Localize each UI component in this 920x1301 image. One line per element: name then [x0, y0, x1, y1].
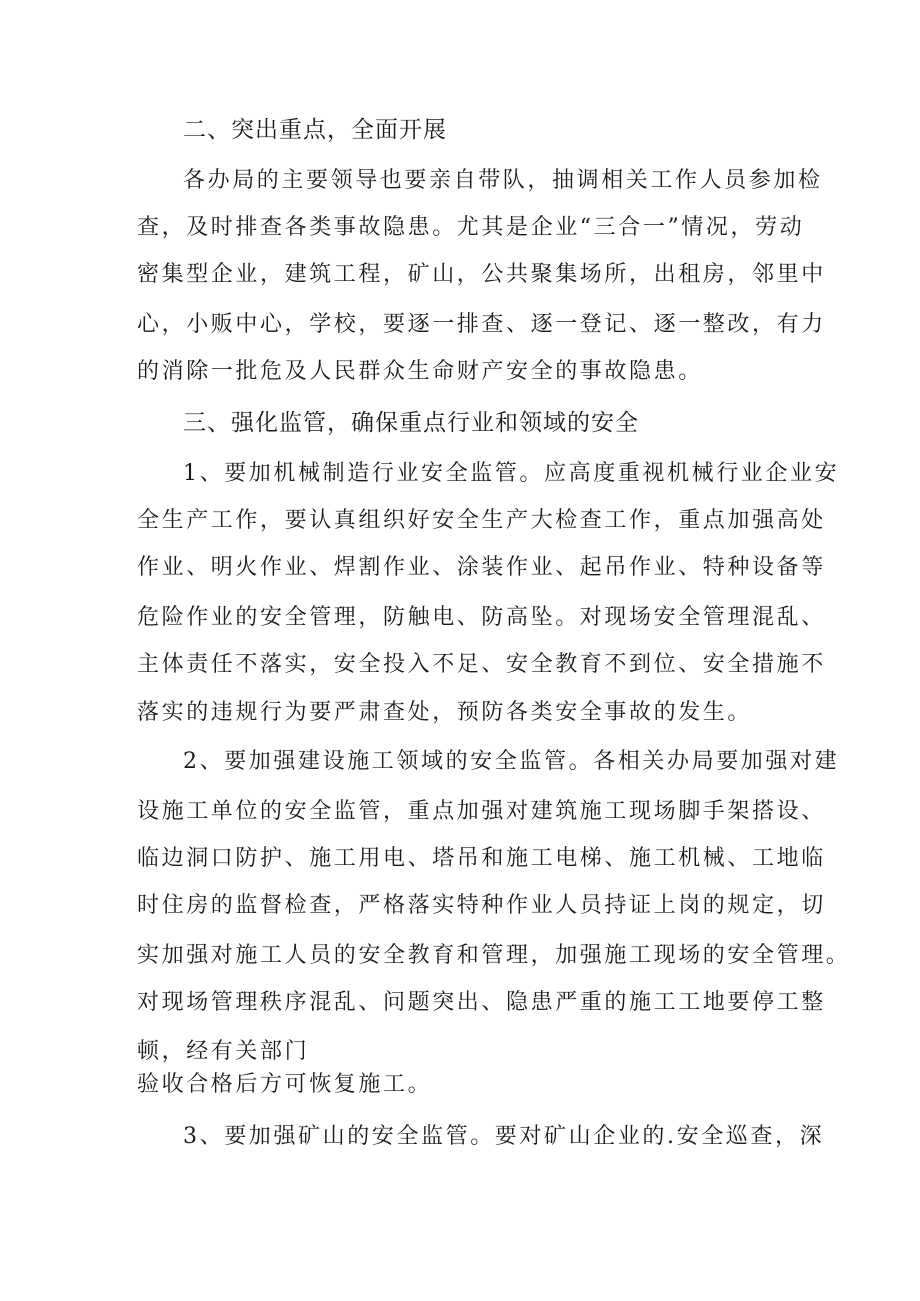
paragraph-line: 密集型企业，建筑工程，矿山，公共聚集场所，出租房，邻里中: [137, 262, 826, 287]
paragraph-line: 时住房的监督检查，严格落实特种作业人员持证上岗的规定，切: [137, 893, 826, 918]
paragraph-line: 临边洞口防护、施工用电、塔吊和施工电梯、施工机械、工地临: [137, 846, 826, 871]
paragraph-line: 3、要加强矿山的安全监管。要对矿山企业的.安全巡查，深: [183, 1124, 825, 1149]
paragraph-line: 对现场管理秩序混乱、问题突出、隐患严重的施工工地要停工整: [137, 990, 826, 1015]
paragraph-line: 落实的违规行为要严肃查处，预防各类安全事故的发生。: [137, 700, 753, 725]
paragraph-line: 设施工单位的安全监管，重点加强对建筑施工现场脚手架搭设、: [137, 799, 826, 824]
paragraph-line: 实加强对施工人员的安全教育和管理，加强施工现场的安全管理。: [137, 943, 851, 968]
paragraph-line: 心，小贩中心，学校，要逐一排查、逐一登记、逐一整改，有力: [137, 312, 826, 337]
paragraph-line: 验收合格后方可恢复施工。: [137, 1072, 433, 1097]
paragraph-line: 2、要加强建设施工领域的安全监管。各相关办局要加强对建: [183, 749, 840, 774]
section-3-heading: 三、强化监管，确保重点行业和领域的安全: [183, 410, 639, 436]
paragraph-line: 的消除一批危及人民群众生命财产安全的事故隐患。: [137, 359, 703, 384]
paragraph-line: 主体责任不落实，安全投入不足、安全教育不到位、安全措施不: [137, 652, 826, 677]
paragraph-line: 危险作业的安全管理，防触电、防高坠。对现场安全管理混乱、: [137, 605, 826, 630]
paragraph-line: 各办局的主要领导也要亲自带队，抽调相关工作人员参加检: [183, 168, 823, 193]
paragraph-line: 查，及时排查各类事故隐患。尤其是企业“三合一”情况，劳动: [137, 215, 805, 240]
section-2-heading: 二、突出重点，全面开展: [183, 117, 447, 143]
paragraph-line: 全生产工作，要认真组织好安全生产大检查工作，重点加强高处: [137, 508, 826, 533]
paragraph-line: 作业、明火作业、焊割作业、涂装作业、起吊作业、特种设备等: [137, 555, 826, 580]
paragraph-line: 1、要加机械制造行业安全监管。应高度重视机械行业企业安: [183, 461, 840, 486]
paragraph-line: 顿，经有关部门: [137, 1039, 310, 1064]
